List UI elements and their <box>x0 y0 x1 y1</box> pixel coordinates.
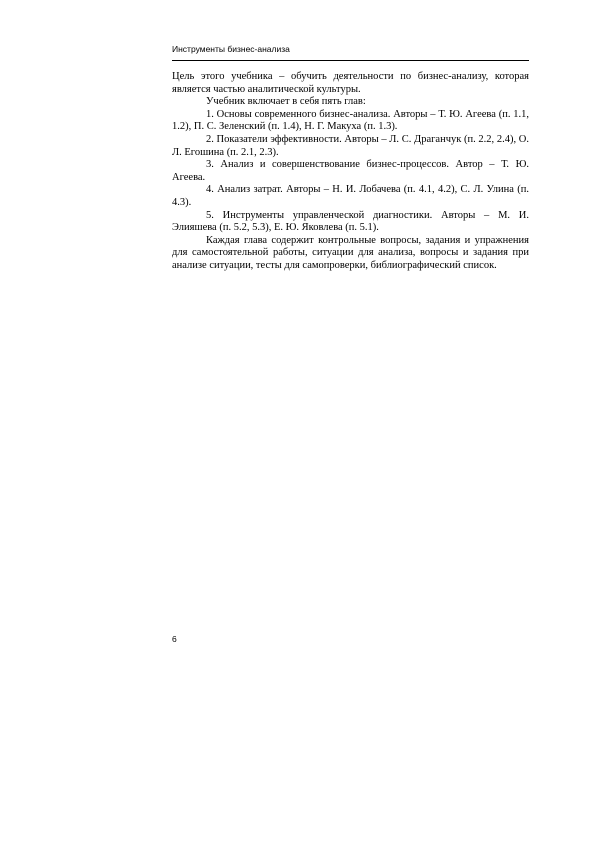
chapter-5-item: 5. Инструменты управленческой диагностики. Авторы – М. И. Элияшева (п. 5.2, 5.3), Е. Ю. Яковлева (п. 5.1). <box>172 209 529 234</box>
intro-paragraph: Цель этого учебника – обучить деятельности по бизнес-анализу, которая является частью аналитической культуры. <box>172 71 529 95</box>
running-header: Инструменты бизнес-анализа <box>172 44 290 54</box>
chapter-3-item: 3. Анализ и совершенствование бизнес-процессов. Автор – Т. Ю. Агеева. <box>172 159 529 183</box>
chapters-intro: Учебник включает в себя пять глав: <box>206 96 366 108</box>
page-number: 6 <box>172 634 177 644</box>
header-rule <box>172 60 529 61</box>
closing-paragraph: Каждая глава содержит контрольные вопросы, задания и упражнения для самостоятельной работы, ситуации для анализа, вопросы и задания при анализе ситуации, тесты для самопроверки, библиографический список. <box>172 234 529 271</box>
chapter-4-item: 4. Анализ затрат. Авторы – Н. И. Лобачева (п. 4.1, 4.2), С. Л. Улина (п. 4.3). <box>172 184 529 208</box>
body-text <box>172 71 529 273</box>
chapter-2-item: 2. Показатели эффективности. Авторы – Л. С. Драганчук (п. 2.2, 2.4), О. Л. Егошина (п. 2.1, 2.3). <box>172 133 529 158</box>
chapter-1-item: 1. Основы современного бизнес-анализа. Авторы – Т. Ю. Агеева (п. 1.1, 1.2), П. С. Зеленский (п. 1.4), Н. Г. Макуха (п. 1.3). <box>172 108 529 133</box>
